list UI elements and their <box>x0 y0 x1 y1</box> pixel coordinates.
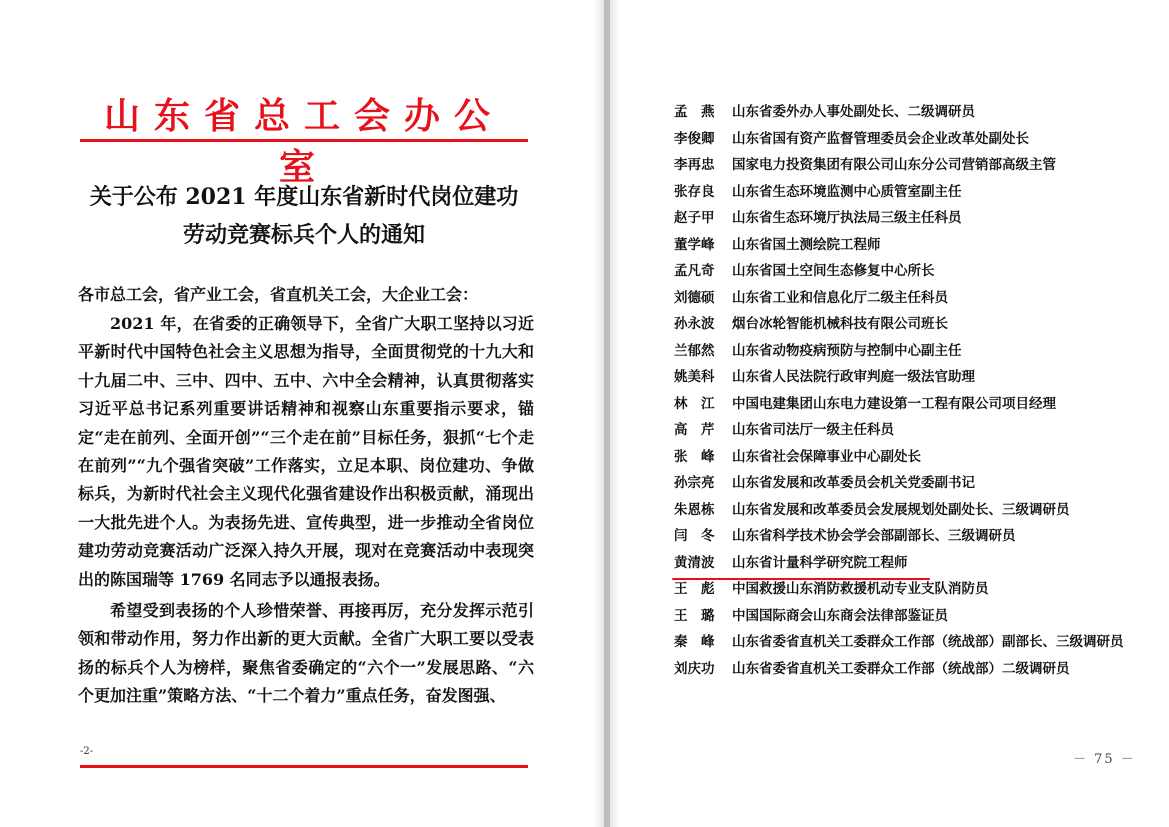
honoree-position: 山东省国土空间生态修复中心所长 <box>732 263 935 279</box>
honoree-position: 山东省司法厅一级主任科员 <box>732 422 894 438</box>
honoree-name: 兰郁然 <box>674 342 715 359</box>
honoree-name: 刘德硕 <box>674 289 715 306</box>
honoree-position: 山东省发展和改革委员会发展规划处副处长、三级调研员 <box>732 501 1070 518</box>
honoree-name: 闫 冬 <box>674 528 715 544</box>
org-letterhead-title: 山东省总工会办公室 <box>103 95 504 188</box>
honoree-name: 黄清波 <box>674 554 715 571</box>
notice-title-line-2: 劳动竞赛标兵个人的通知 <box>182 222 425 248</box>
honoree-position: 中国国际商会山东商会法律部鉴证员 <box>732 607 948 624</box>
honoree-name: 张 峰 <box>674 448 715 465</box>
honoree-position: 山东省动物疫病预防与控制中心副主任 <box>732 342 962 359</box>
letterhead-red-rule <box>80 139 528 142</box>
honoree-name: 王 璐 <box>674 607 715 624</box>
honoree-position: 山东省科学技术协会学会部副部长、三级调研员 <box>732 528 1016 544</box>
honoree-position: 烟台冰轮智能机械科技有限公司班长 <box>732 316 948 332</box>
honoree-name: 刘庆功 <box>674 660 715 677</box>
notice-title-line-1: 关于公布 2021 年度山东省新时代岗位建功 <box>89 184 519 210</box>
honoree-position: 山东省委外办人事处副处长、二级调研员 <box>732 104 975 120</box>
right-page-number: － 75 － <box>1073 752 1136 767</box>
honoree-name: 王 彪 <box>674 581 715 597</box>
right-page <box>610 0 1169 827</box>
honoree-name: 赵子甲 <box>674 210 715 226</box>
honoree-name: 姚美科 <box>674 369 715 385</box>
honoree-position: 山东省委省直机关工委群众工作部（统战部）副部长、三级调研员 <box>732 634 1124 650</box>
body-paragraph-1: 2021 年，在省委的正确领导下，全省广大职工坚持以习近平新时代中国特色社会主义思想为指导，全面贯彻党的十九大和十九届二中、三中、四中、五中、六中全会精神，认真贯彻落实习近平总书记系列重要讲话精神和视察山东重要指示要求，锚定“走在前列、全面开创”“三个走在前”目标任务，狠抓“七个走在前列”“九个强省突破”工作落实，立足本职、岗位建功、争做标兵，为新时代社会主义现代化强省建设作出积极贡献，涌现出一大批先进个人。为表扬先进、宣传典型，进一步推动全省岗位建功劳动竞赛活动广泛深入持久开展，现对在竞赛活动中表现突出的陈国瑞等 1769 名同志予以通报表扬。 <box>78 314 534 589</box>
honoree-position: 山东省人民法院行政审判庭一级法官助理 <box>732 369 975 385</box>
honoree-position: 中国救援山东消防救援机动专业支队消防员 <box>732 581 989 597</box>
honoree-name: 孟 燕 <box>674 104 715 120</box>
honoree-name: 朱恩栋 <box>674 501 715 518</box>
honoree-name: 孟凡奇 <box>674 263 715 279</box>
gutter-shadow <box>594 0 604 827</box>
honoree-name: 李俊卿 <box>674 130 715 147</box>
honoree-name: 孙永波 <box>674 316 715 332</box>
gutter-shadow <box>610 0 620 827</box>
honoree-name: 林 江 <box>674 395 715 412</box>
salutation: 各市总工会，省产业工会，省直机关工会，大企业工会： <box>78 285 479 304</box>
honoree-position: 中国电建集团山东电力建设第一工程有限公司项目经理 <box>732 395 1056 412</box>
left-page-number: -2- <box>80 746 94 757</box>
footer-red-rule <box>80 765 528 768</box>
honoree-position: 山东省生态环境监测中心质管室副主任 <box>732 183 962 200</box>
highlight-underline <box>672 578 930 580</box>
honoree-name: 张存良 <box>674 183 715 200</box>
honoree-position: 山东省发展和改革委员会机关党委副书记 <box>732 475 975 491</box>
honoree-position: 山东省国有资产监督管理委员会企业改革处副处长 <box>732 130 1029 147</box>
honoree-position: 山东省计量科学研究院工程师 <box>732 554 908 571</box>
honoree-name: 秦 峰 <box>674 634 715 650</box>
honoree-name: 高 芹 <box>674 422 715 438</box>
honoree-position: 山东省国土测绘院工程师 <box>732 236 881 253</box>
honoree-position: 国家电力投资集团有限公司山东分公司营销部高级主管 <box>732 157 1056 173</box>
honoree-position: 山东省生态环境厅执法局三级主任科员 <box>732 210 962 226</box>
honoree-position: 山东省社会保障事业中心副处长 <box>732 448 921 465</box>
body-paragraph-2: 希望受到表扬的个人珍惜荣誉、再接再厉，充分发挥示范引领和带动作用，努力作出新的更大贡献。全省广大职工要以受表扬的标兵个人为榜样，聚焦省委确定的“六个一”发展思路、“六个更加注重”策略方法、“十二个着力”重点任务，奋发图强、 <box>78 601 534 706</box>
honoree-position: 山东省委省直机关工委群众工作部（统战部）二级调研员 <box>732 660 1070 677</box>
honoree-name: 董学峰 <box>674 236 715 253</box>
honoree-name: 孙宗亮 <box>674 475 715 491</box>
honoree-name: 李再忠 <box>674 157 715 173</box>
honoree-position: 山东省工业和信息化厅二级主任科员 <box>732 289 948 306</box>
